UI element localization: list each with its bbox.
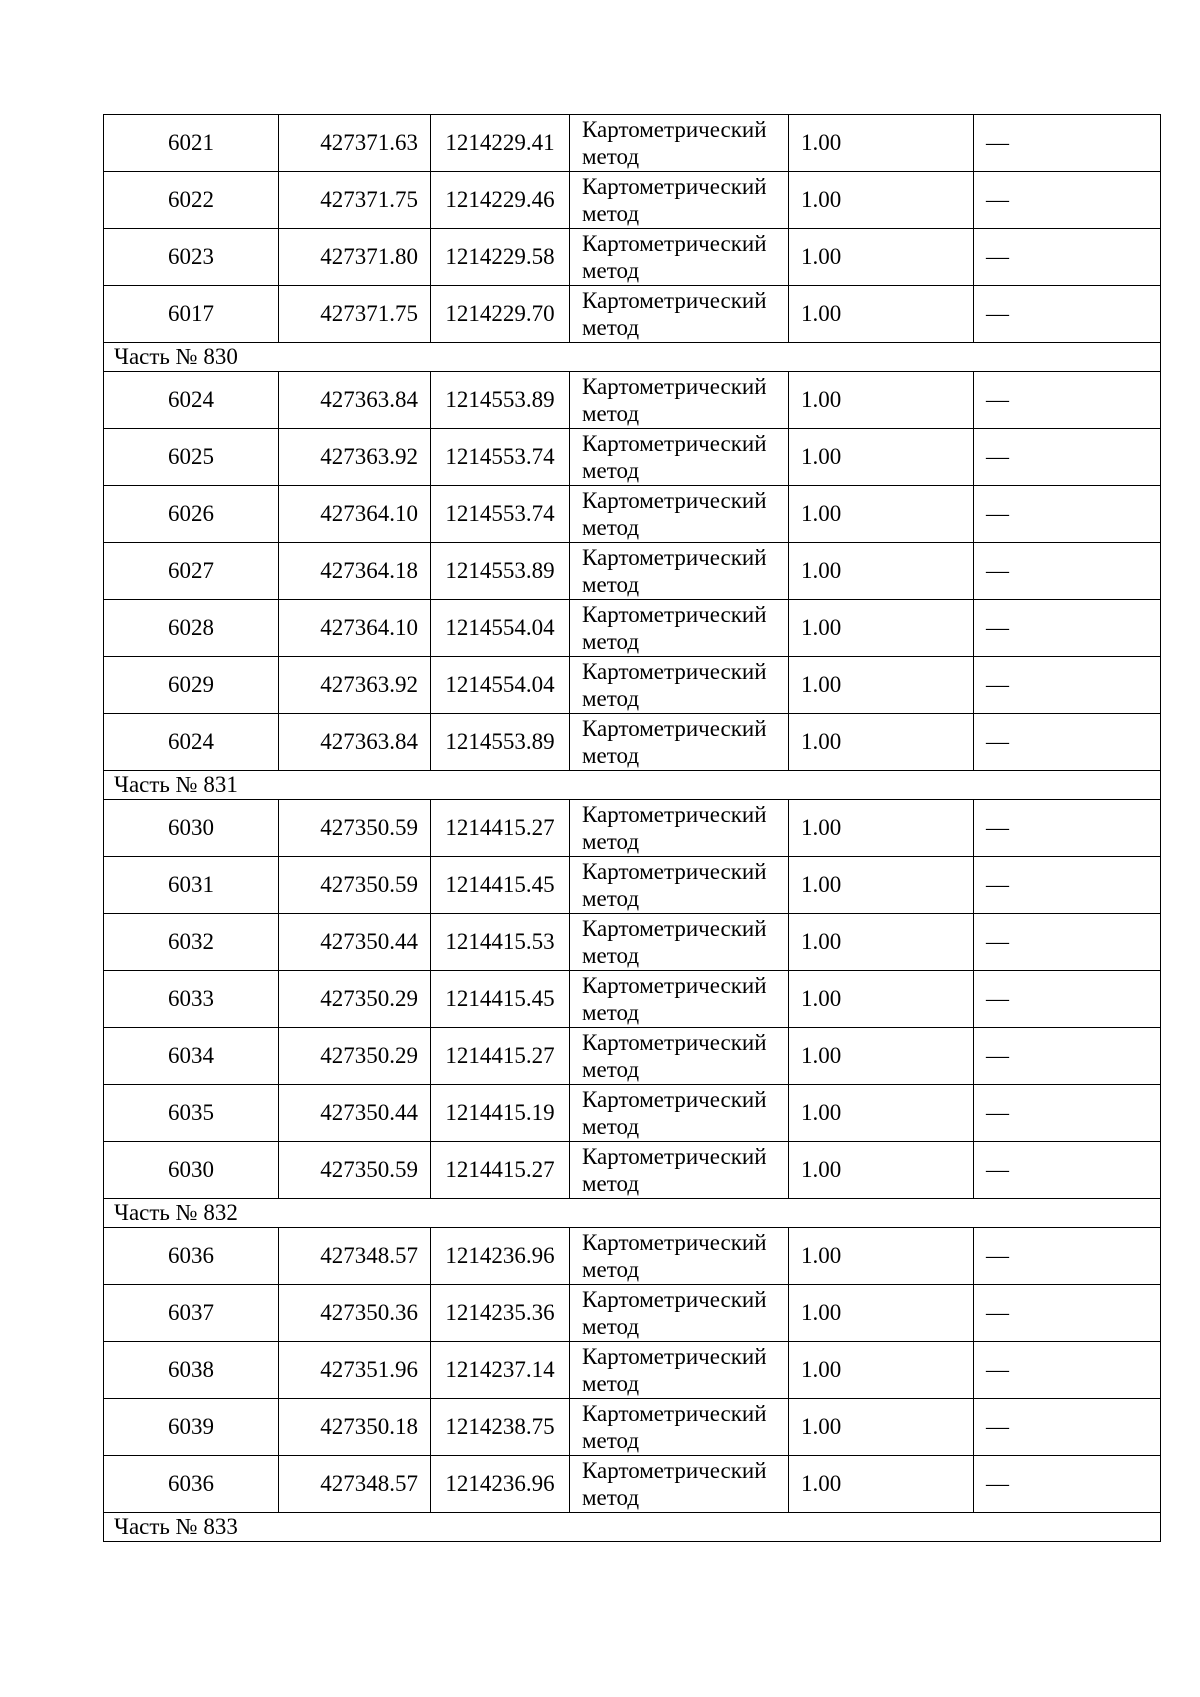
accuracy-cell: 1.00 [789,1028,974,1085]
method-cell [570,372,789,429]
table-row [104,286,1161,343]
point-number-cell: 6034 [104,1028,279,1085]
x-coordinate-cell: 427371.75 [279,172,431,229]
y-coordinate-cell: 1214415.19 [431,1085,570,1142]
method-line-2: метод [582,144,640,169]
method-line-2: метод [582,743,640,768]
description-cell: — [974,172,1161,229]
y-coordinate-cell: 1214553.89 [431,714,570,771]
method-line-1: Картометрический [582,174,767,199]
y-coordinate-cell: 1214553.74 [431,486,570,543]
accuracy-cell: 1.00 [789,1456,974,1513]
x-coordinate-cell: 427371.80 [279,229,431,286]
accuracy-cell: 1.00 [789,1285,974,1342]
y-coordinate-cell: 1214229.46 [431,172,570,229]
method-line-2: метод [582,1114,640,1139]
point-number-cell: 6030 [104,800,279,857]
x-coordinate-cell: 427363.92 [279,657,431,714]
description-cell: — [974,857,1161,914]
method-cell [570,1085,789,1142]
method-line-1: Картометрический [582,1287,767,1312]
method-line-2: метод [582,1057,640,1082]
method-line-1: Картометрический [582,1458,767,1483]
x-coordinate-cell: 427350.44 [279,914,431,971]
description-cell: — [974,229,1161,286]
description-cell: — [974,1142,1161,1199]
x-coordinate-cell: 427350.29 [279,971,431,1028]
y-coordinate-cell: 1214415.27 [431,1028,570,1085]
method-line-2: метод [582,401,640,426]
point-number-cell: 6024 [104,714,279,771]
accuracy-cell: 1.00 [789,971,974,1028]
description-cell: — [974,1228,1161,1285]
method-cell [570,800,789,857]
method-line-1: Картометрический [582,1230,767,1255]
description-cell: — [974,486,1161,543]
point-number-cell: 6025 [104,429,279,486]
method-cell [570,714,789,771]
table-row [104,714,1161,771]
y-coordinate-cell: 1214415.53 [431,914,570,971]
method-line-1: Картометрический [582,374,767,399]
y-coordinate-cell: 1214238.75 [431,1399,570,1456]
point-number-cell: 6017 [104,286,279,343]
table-row [104,172,1161,229]
method-line-2: метод [582,572,640,597]
x-coordinate-cell: 427350.36 [279,1285,431,1342]
description-cell: — [974,1085,1161,1142]
method-cell [570,657,789,714]
description-cell: — [974,372,1161,429]
table-row [104,1142,1161,1199]
x-coordinate-cell: 427371.75 [279,286,431,343]
table-row [104,1399,1161,1456]
x-coordinate-cell: 427348.57 [279,1456,431,1513]
method-cell [570,914,789,971]
table-row [104,429,1161,486]
x-coordinate-cell: 427350.59 [279,857,431,914]
y-coordinate-cell: 1214415.27 [431,800,570,857]
y-coordinate-cell: 1214236.96 [431,1228,570,1285]
description-cell: — [974,971,1161,1028]
method-line-2: метод [582,315,640,340]
table-row [104,857,1161,914]
accuracy-cell: 1.00 [789,372,974,429]
y-coordinate-cell: 1214553.89 [431,372,570,429]
accuracy-cell: 1.00 [789,857,974,914]
accuracy-cell: 1.00 [789,1142,974,1199]
method-cell [570,971,789,1028]
accuracy-cell: 1.00 [789,1342,974,1399]
x-coordinate-cell: 427351.96 [279,1342,431,1399]
point-number-cell: 6030 [104,1142,279,1199]
method-line-1: Картометрический [582,117,767,142]
method-line-2: метод [582,629,640,654]
y-coordinate-cell: 1214415.27 [431,1142,570,1199]
x-coordinate-cell: 427350.29 [279,1028,431,1085]
point-number-cell: 6022 [104,172,279,229]
x-coordinate-cell: 427364.10 [279,486,431,543]
method-line-2: метод [582,458,640,483]
y-coordinate-cell: 1214415.45 [431,857,570,914]
description-cell: — [974,1456,1161,1513]
method-line-2: метод [582,1428,640,1453]
accuracy-cell: 1.00 [789,429,974,486]
table-row [104,372,1161,429]
x-coordinate-cell: 427371.63 [279,115,431,172]
description-cell: — [974,429,1161,486]
point-number-cell: 6028 [104,600,279,657]
x-coordinate-cell: 427364.10 [279,600,431,657]
y-coordinate-cell: 1214237.14 [431,1342,570,1399]
accuracy-cell: 1.00 [789,486,974,543]
y-coordinate-cell: 1214229.70 [431,286,570,343]
table-row [104,914,1161,971]
section-label: Часть № 832 [104,1199,1161,1228]
method-line-1: Картометрический [582,231,767,256]
method-line-2: метод [582,1371,640,1396]
point-number-cell: 6039 [104,1399,279,1456]
method-line-2: метод [582,1000,640,1025]
y-coordinate-cell: 1214236.96 [431,1456,570,1513]
method-line-1: Картометрический [582,973,767,998]
x-coordinate-cell: 427363.92 [279,429,431,486]
method-line-1: Картометрический [582,859,767,884]
method-line-2: метод [582,1314,640,1339]
accuracy-cell: 1.00 [789,657,974,714]
method-line-1: Картометрический [582,1401,767,1426]
point-number-cell: 6036 [104,1228,279,1285]
coordinates-table [103,114,1161,1542]
description-cell: — [974,600,1161,657]
method-cell [570,172,789,229]
x-coordinate-cell: 427363.84 [279,372,431,429]
method-cell [570,543,789,600]
y-coordinate-cell: 1214415.45 [431,971,570,1028]
method-line-2: метод [582,201,640,226]
method-cell [570,1342,789,1399]
point-number-cell: 6031 [104,857,279,914]
method-cell [570,286,789,343]
table-row [104,1285,1161,1342]
method-cell [570,429,789,486]
table-row [104,971,1161,1028]
x-coordinate-cell: 427350.59 [279,1142,431,1199]
method-line-2: метод [582,1257,640,1282]
method-line-1: Картометрический [582,602,767,627]
method-line-2: метод [582,886,640,911]
accuracy-cell: 1.00 [789,1228,974,1285]
method-cell [570,1028,789,1085]
description-cell: — [974,800,1161,857]
method-line-1: Картометрический [582,802,767,827]
method-line-2: метод [582,1485,640,1510]
method-cell [570,115,789,172]
y-coordinate-cell: 1214235.36 [431,1285,570,1342]
accuracy-cell: 1.00 [789,914,974,971]
y-coordinate-cell: 1214553.74 [431,429,570,486]
section-label: Часть № 833 [104,1513,1161,1542]
table-row [104,1028,1161,1085]
section-header-row [104,343,1161,372]
x-coordinate-cell: 427350.59 [279,800,431,857]
table-row [104,1228,1161,1285]
method-cell [570,229,789,286]
x-coordinate-cell: 427350.18 [279,1399,431,1456]
point-number-cell: 6037 [104,1285,279,1342]
point-number-cell: 6023 [104,229,279,286]
table-row [104,115,1161,172]
point-number-cell: 6032 [104,914,279,971]
method-cell [570,1228,789,1285]
description-cell: — [974,1342,1161,1399]
description-cell: — [974,286,1161,343]
accuracy-cell: 1.00 [789,714,974,771]
method-line-2: метод [582,686,640,711]
description-cell: — [974,657,1161,714]
accuracy-cell: 1.00 [789,286,974,343]
section-label: Часть № 830 [104,343,1161,372]
section-header-row [104,1513,1161,1542]
point-number-cell: 6021 [104,115,279,172]
point-number-cell: 6036 [104,1456,279,1513]
table-row [104,1085,1161,1142]
method-line-1: Картометрический [582,288,767,313]
table-row [104,543,1161,600]
method-cell [570,857,789,914]
method-cell [570,600,789,657]
method-line-1: Картометрический [582,488,767,513]
method-cell [570,1142,789,1199]
method-line-1: Картометрический [582,916,767,941]
table-row [104,1456,1161,1513]
method-line-1: Картометрический [582,1144,767,1169]
accuracy-cell: 1.00 [789,229,974,286]
point-number-cell: 6035 [104,1085,279,1142]
y-coordinate-cell: 1214554.04 [431,600,570,657]
description-cell: — [974,1028,1161,1085]
table-row [104,1342,1161,1399]
table-row [104,657,1161,714]
method-line-2: метод [582,943,640,968]
section-header-row [104,771,1161,800]
accuracy-cell: 1.00 [789,600,974,657]
method-line-1: Картометрический [582,545,767,570]
method-line-1: Картометрический [582,659,767,684]
table-row [104,486,1161,543]
table-row [104,800,1161,857]
description-cell: — [974,543,1161,600]
description-cell: — [974,914,1161,971]
method-line-2: метод [582,829,640,854]
method-cell [570,1285,789,1342]
method-line-1: Картометрический [582,431,767,456]
point-number-cell: 6027 [104,543,279,600]
method-cell [570,486,789,543]
description-cell: — [974,1285,1161,1342]
y-coordinate-cell: 1214229.58 [431,229,570,286]
table-body [104,115,1161,1542]
accuracy-cell: 1.00 [789,1085,974,1142]
point-number-cell: 6033 [104,971,279,1028]
point-number-cell: 6029 [104,657,279,714]
section-header-row [104,1199,1161,1228]
section-label: Часть № 831 [104,771,1161,800]
method-line-1: Картометрический [582,1030,767,1055]
method-line-2: метод [582,515,640,540]
x-coordinate-cell: 427364.18 [279,543,431,600]
description-cell: — [974,1399,1161,1456]
point-number-cell: 6024 [104,372,279,429]
point-number-cell: 6038 [104,1342,279,1399]
y-coordinate-cell: 1214229.41 [431,115,570,172]
method-line-2: метод [582,258,640,283]
method-line-1: Картометрический [582,716,767,741]
accuracy-cell: 1.00 [789,543,974,600]
table-row [104,600,1161,657]
x-coordinate-cell: 427348.57 [279,1228,431,1285]
method-line-1: Картометрический [582,1087,767,1112]
x-coordinate-cell: 427363.84 [279,714,431,771]
accuracy-cell: 1.00 [789,115,974,172]
x-coordinate-cell: 427350.44 [279,1085,431,1142]
point-number-cell: 6026 [104,486,279,543]
method-line-2: метод [582,1171,640,1196]
description-cell: — [974,115,1161,172]
y-coordinate-cell: 1214553.89 [431,543,570,600]
method-cell [570,1399,789,1456]
accuracy-cell: 1.00 [789,172,974,229]
method-line-1: Картометрический [582,1344,767,1369]
accuracy-cell: 1.00 [789,1399,974,1456]
accuracy-cell: 1.00 [789,800,974,857]
y-coordinate-cell: 1214554.04 [431,657,570,714]
table-row [104,229,1161,286]
method-cell [570,1456,789,1513]
description-cell: — [974,714,1161,771]
